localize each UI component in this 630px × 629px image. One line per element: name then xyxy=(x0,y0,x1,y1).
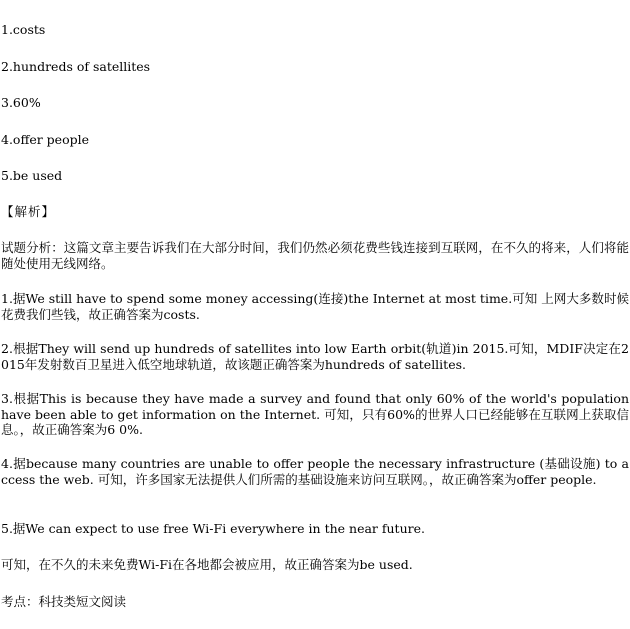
answer-1: 1.costs xyxy=(1,22,46,37)
answer-5: 5.be used xyxy=(1,168,63,183)
answer-3: 3.60% xyxy=(1,95,41,110)
kaodian: 考点：科技类短文阅读 xyxy=(1,594,127,609)
explanation-3: 3.根据This is because they have made a survey and found that only 60% of the world's population have been able to get information on the Internet. 可知，只有60%的世界人口已经能够在互联网上获取信息。，故正确答案为6 0%. xyxy=(1,391,629,437)
explanation-4: 4.据because many countries are unable to offer people the necessary infrastructure (基础设施) to access the web. 可知，许多国家无法提供人们所需的基础设施来访问互联网。，故正确答案为offer people. xyxy=(1,456,629,487)
answer-2: 2.hundreds of satellites xyxy=(1,59,151,74)
answer-4: 4.offer people xyxy=(1,132,90,147)
explanation-5: 5.据We can expect to use free Wi-Fi everywhere in the near future. xyxy=(1,521,425,536)
conclusion: 可知，在不久的未来免费Wi-Fi在各地都会被应用，故正确答案为be used. xyxy=(1,557,413,572)
analysis-heading: 【解析】 xyxy=(1,204,56,219)
explanation-2: 2.根据They will send up hundreds of satellites into low Earth orbit(轨道)in 2015.可知，MDIF决定在2015年发射数百卫星进入低空地球轨道，故该题正确答案为hundreds of satellites. xyxy=(1,341,629,372)
explanation-1: 1.据We still have to spend some money accessing(连接)the Internet at most time.可知 上网大多数时候花费我们些钱，故正确答案为costs. xyxy=(1,291,629,322)
analysis-intro: 试题分析：这篇文章主要告诉我们在大部分时间，我们仍然必须花费些钱连接到互联网，在不久的将来，人们将能随处使用无线网络。 xyxy=(1,240,629,271)
